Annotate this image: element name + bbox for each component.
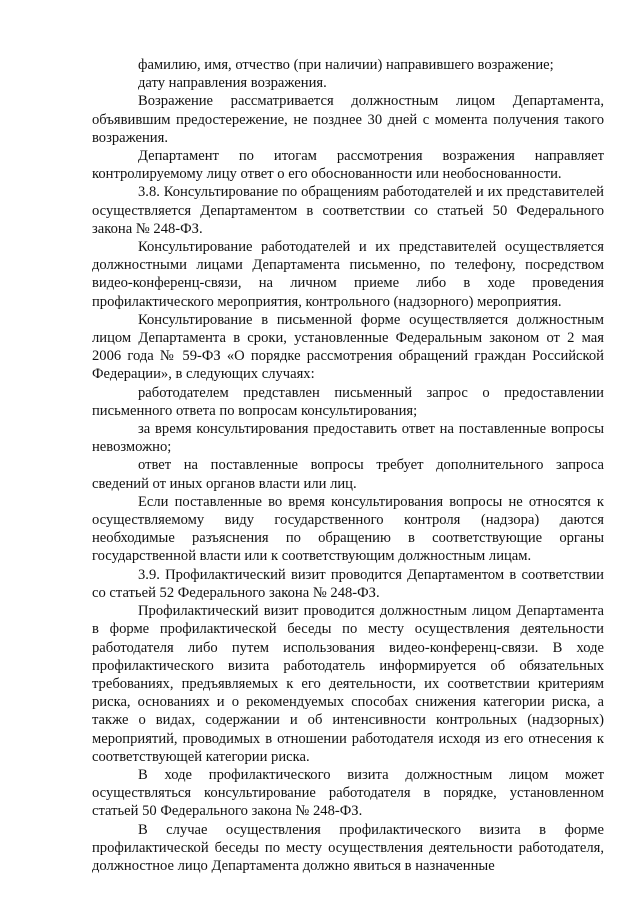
paragraph: 3.8. Консультирование по обращениям работодателей и их представителей осуществляется Департаментом в соответствии со статьей 50 Федерального закона № 248-ФЗ. — [92, 184, 604, 237]
paragraph: ответ на поставленные вопросы требует дополнительного запроса сведений от иных органов власти или лиц. — [92, 457, 604, 492]
paragraph: работодателем представлен письменный запрос о предоставлении письменного ответа по вопросам консультирования; — [92, 384, 604, 419]
paragraph: Консультирование работодателей и их представителей осуществляется должностными лицами Департамента письменно, по телефону, посредством видео-конференц-связи, на личном приеме либо в ходе проведения профилактического мероприятия, контрольного (надзорного) мероприятия. — [92, 239, 604, 310]
paragraph: В случае осуществления профилактического визита в форме профилактической беседы по месту осуществления деятельности работодателя, должностное лицо Департамента должно явиться в назначенные — [92, 821, 604, 874]
paragraph: дату направления возражения. — [138, 75, 327, 92]
paragraph: Возражение рассматривается должностным лицом Департамента, объявившим предостережение, не позднее 30 дней с момента получения такого возражения. — [92, 93, 604, 146]
paragraph: Если поставленные во время консультирования вопросы не относятся к осуществляемому виду государственного контроля (надзора) даются необходимые разъяснения по обращению в соответствующие органы государственной власти или к соответствующим должностным лицам. — [92, 493, 604, 565]
document-page — [92, 56, 604, 875]
paragraph: фамилию, имя, отчество (при наличии) направившего возражение; — [138, 57, 554, 73]
paragraph: Профилактический визит проводится должностным лицом Департамента в форме профилактической беседы по месту осуществления деятельности работодателя либо путем использования видео-конференц-связи. В ходе профилактического визита работодатель информируется об обязательных требованиях, предъявляемых к его деятельности, их соответствии критериям риска, основаниях и о рекомендуемых способах снижения категории риска, а также о видах, содержании и об интенсивности контрольных (надзорных) мероприятий, проводимых в отношении работодателя исходя из его отнесения к соответствующей категории риска. — [92, 603, 604, 765]
paragraph: 3.9. Профилактический визит проводится Департаментом в соответствии со статьей 52 Федерального закона № 248-ФЗ. — [92, 566, 604, 601]
paragraph: за время консультирования предоставить ответ на поставленные вопросы невозможно; — [92, 421, 604, 456]
paragraph: Департамент по итогам рассмотрения возражения направляет контролируемому лицу ответ о его обоснованности или необоснованности. — [92, 148, 604, 183]
paragraph: В ходе профилактического визита должностным лицом может осуществляться консультирование работодателя в порядке, установленном статьей 50 Федерального закона № 248-ФЗ. — [92, 766, 604, 820]
paragraph: Консультирование в письменной форме осуществляется должностным лицом Департамента в сроки, установленные Федеральным законом от 2 мая 2006 года № 59-ФЗ «О порядке рассмотрения обращений граждан Российской Федерации», в следующих случаях: — [92, 311, 604, 383]
